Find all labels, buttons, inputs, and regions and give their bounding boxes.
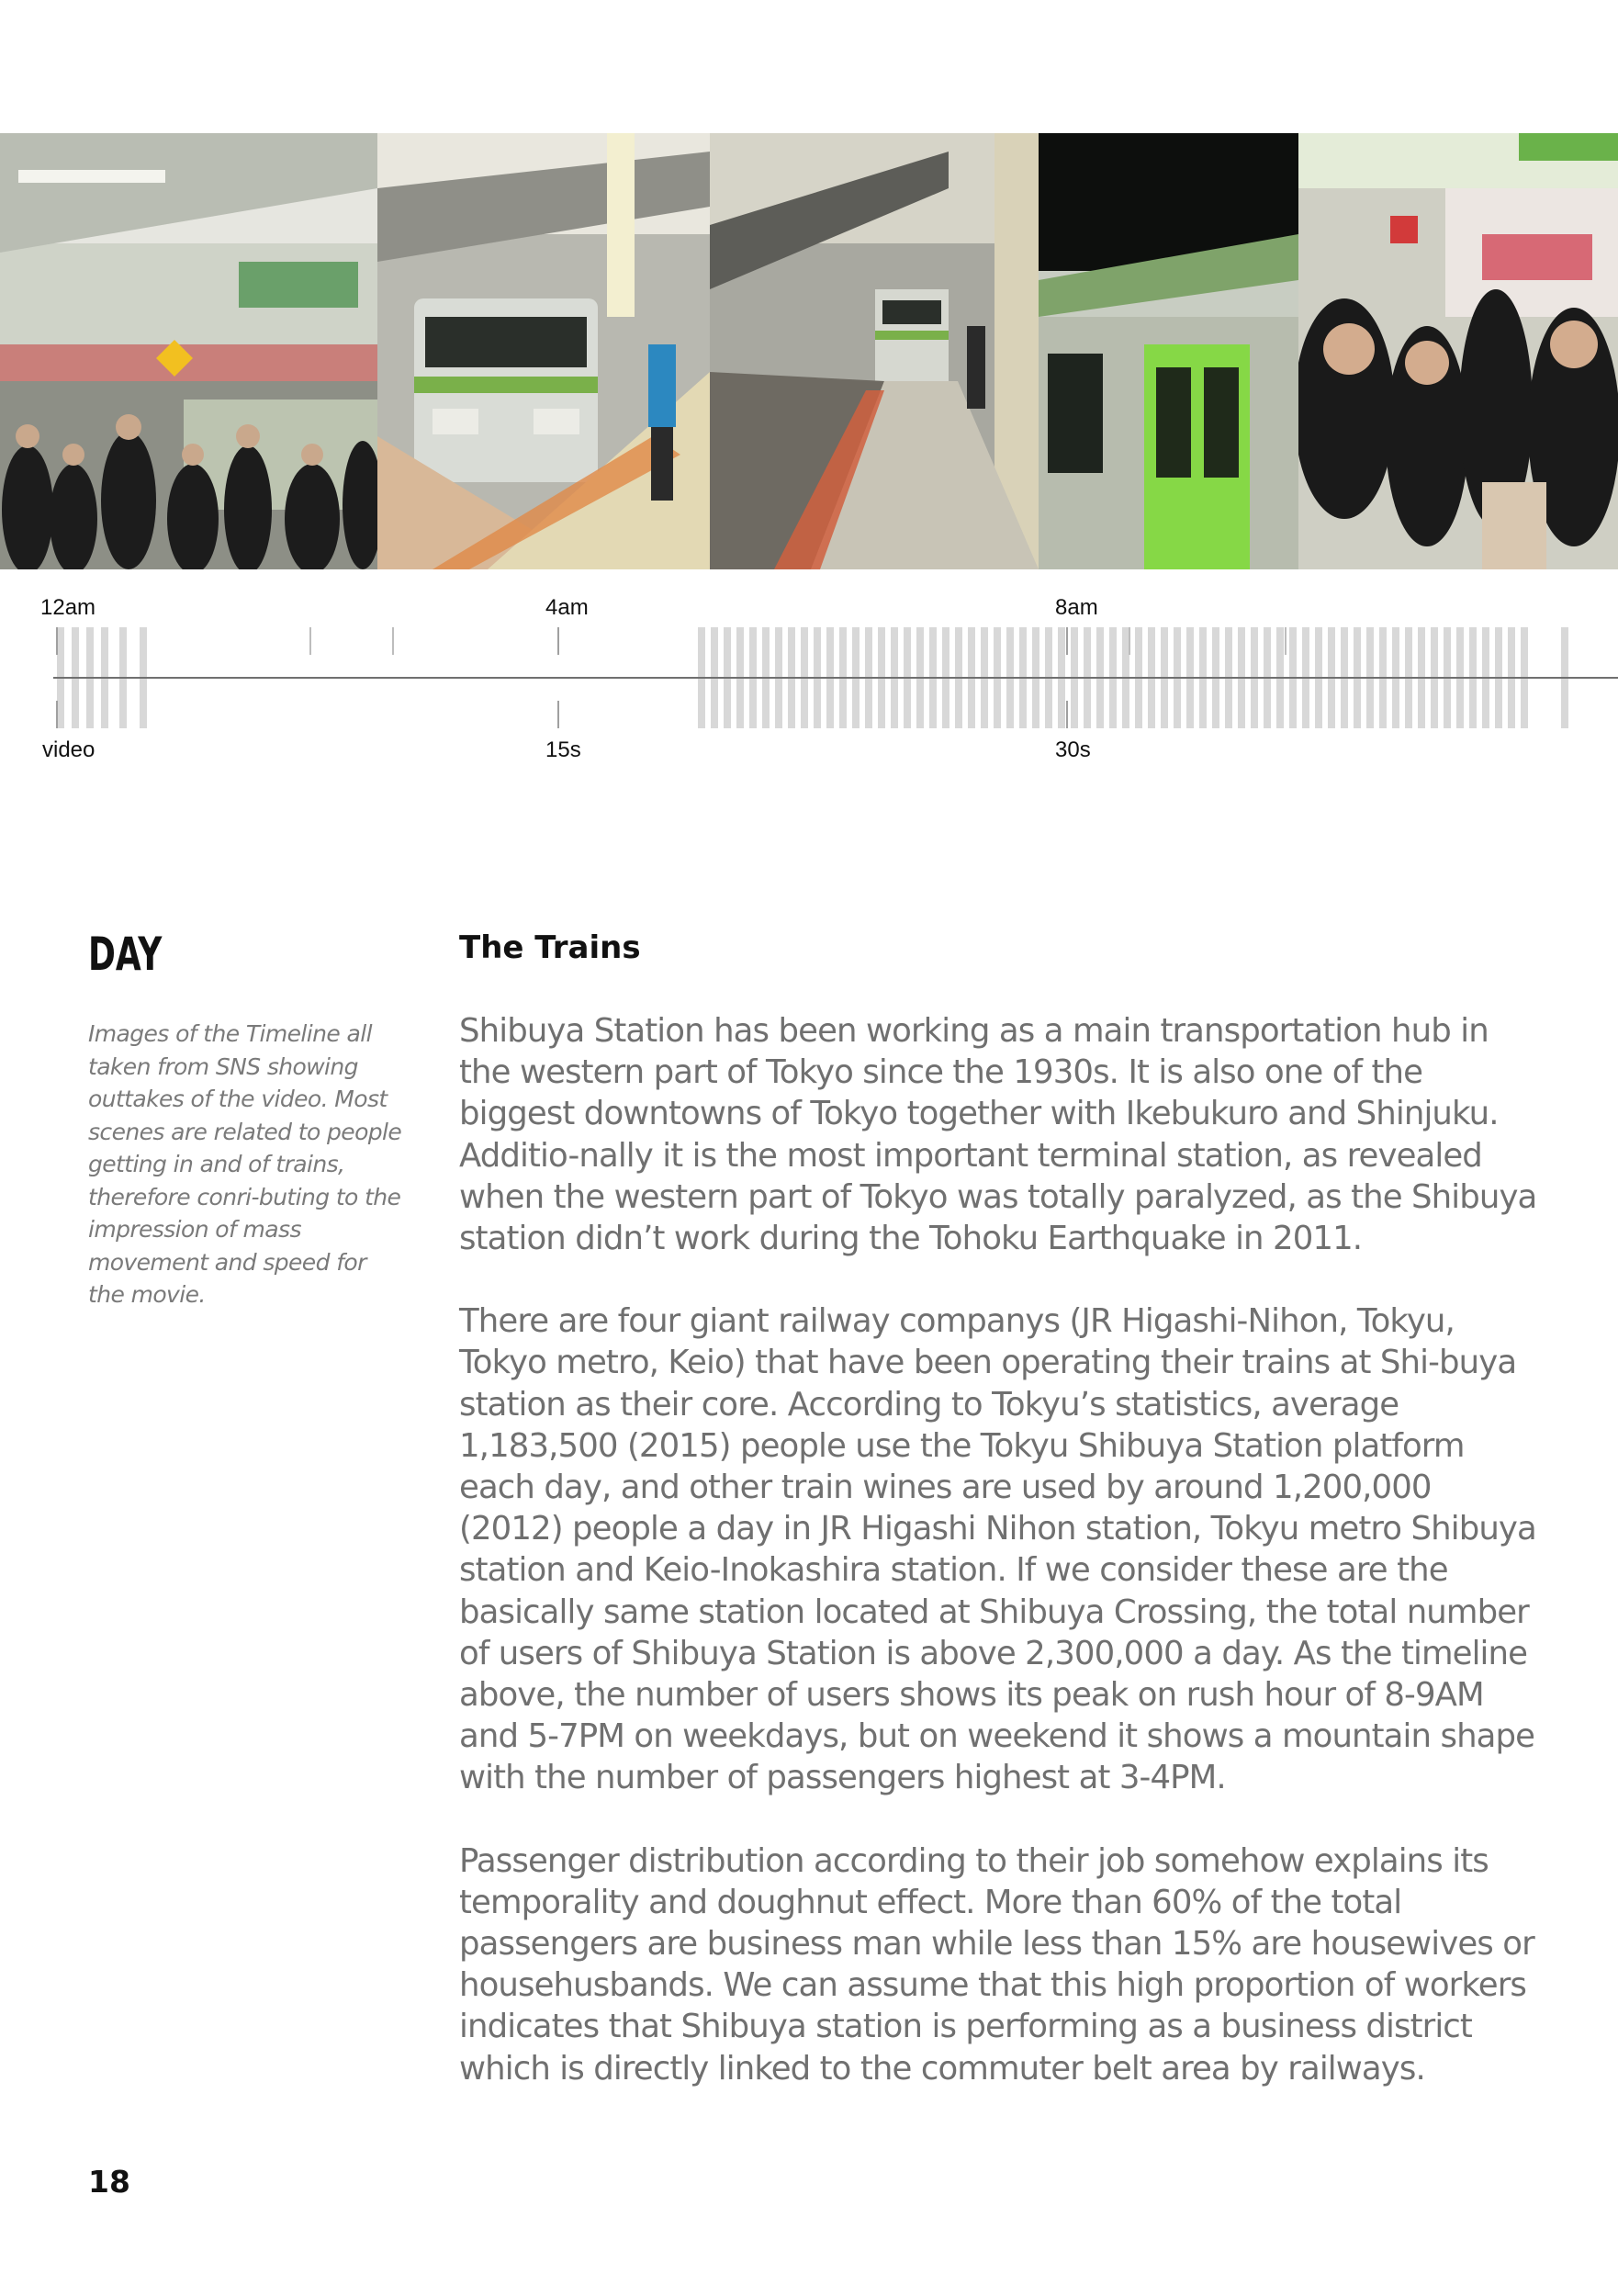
photo-crowded-platform [0,133,377,569]
page-number: 18 [88,2164,130,2200]
paragraph-2: There are four giant railway companys (JR Higashi-Nihon, Tokyu, Tokyo metro, Keio) that have been operating their trains at Shi-buya station as their core. According to Tokyu’s statistics, average 1,183,500 (2015) people use the Tokyu Shibuya Station platform each day, and other train wines are used by around 1,200,000 (2012) people a day in JR Higashi Nihon station, Tokyu metro Shibuya station and Keio-Inokashira station. If we consider these are the basically same station located at Shibuya Crossing, the total number of users of Shibuya Station is above 2,300,000 a day. As the timeline above, the number of users shows its peak on rush hour of 8-9AM and 5-7PM on weekdays, but on weekend it shows a mountain shape with the number of passengers highest at 3-4PM. [459,1302,1536,1797]
paragraph-1: Shibuya Station has been working as a main transportation hub in the western part of Tokyo since the 1930s. It is also one of the biggest downtowns of Tokyo together with Ikebukuro and Shinjuku. Additio-nally it is the most important terminal station, as revealed when the western part of Tokyo was totally paralyzed, as the Shibuya station didn’t work during the Tohoku Earthquake in 2011. [459,1012,1537,1258]
timeline-label-15s: 15s [545,737,581,762]
sidebar-caption: Images of the Timeline all taken from SNS showing outtakes of the video. Most scenes are related to people getting in and of trains, therefore conri-buting to the impression of mass movement and speed for the movie. [88,1020,402,1308]
timeline-label-12am: 12am [40,595,96,620]
article-body [459,1010,1543,2131]
photo-passengers [1298,133,1618,569]
timeline-label-30s: 30s [1055,737,1091,762]
photo-strip [0,133,1618,569]
timeline-label-4am: 4am [545,595,589,620]
timeline-label-8am: 8am [1055,595,1098,620]
timeline-bars [0,620,1618,739]
photo-platform-tracks [710,133,1039,569]
section-title: DAY [88,928,163,981]
article-heading: The Trains [459,929,641,966]
paragraph-3: Passenger distribution according to their job somehow explains its temporality and doughnut effect. More than 60% of the total passengers are business man while less than 15% are housewives or househusbands. We can assume that this high proportion of workers indicates that Shibuya station is performing as a business district which is directly linked to the commuter belt area by railways. [459,1841,1534,2088]
photo-green-doors [1039,133,1298,569]
timeline-label-video: video [42,737,96,762]
photo-train-arriving [377,133,710,569]
